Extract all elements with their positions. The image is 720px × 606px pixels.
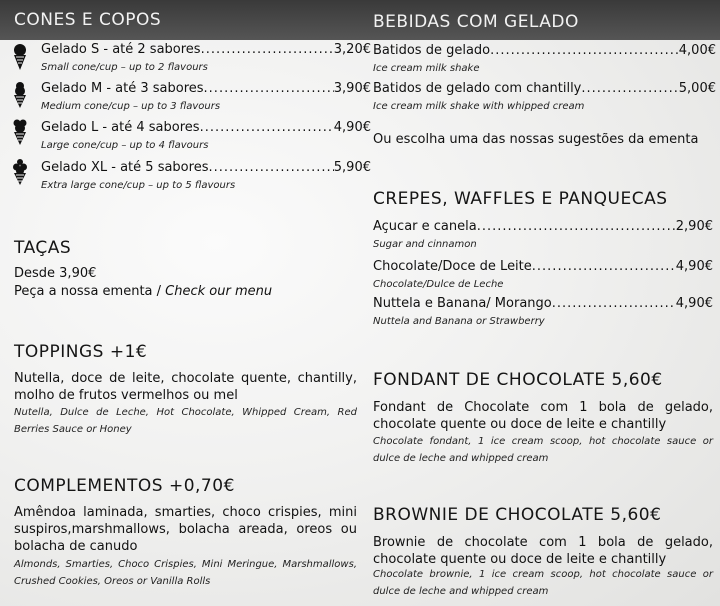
menu-item-batidos [373, 43, 716, 58]
bebidas-title: BEBIDAS COM GELADO [373, 12, 579, 32]
menu-item-gelado-l [41, 120, 371, 135]
item-price: 4,00€ [678, 43, 716, 58]
leader-dots [552, 296, 676, 311]
menu-item-chocolate-doce [373, 259, 713, 274]
brownie-title: BROWNIE DE CHOCOLATE 5,60€ [373, 505, 662, 525]
item-subtitle: Medium cone/cup – up to 3 flavours [41, 101, 221, 112]
tacas-title: TAÇAS [14, 238, 72, 258]
complementos-text: Amêndoa laminada, smarties, choco crispies, mini suspiros,marshmallows, bolacha areada, oreos ou bolacha de canudo [14, 505, 357, 554]
brownie-text-en: Chocolate brownie, 1 ice cream scoop, hot chocolate sauce or dulce de leche and whipped cream [373, 569, 713, 597]
item-name: Açucar e canela [373, 219, 477, 234]
menu-item-nutella-banana [373, 296, 713, 311]
leader-dots [477, 219, 676, 234]
item-price: 3,20€ [333, 42, 371, 57]
item-name: Chocolate/Doce de Leite [373, 259, 532, 274]
toppings-text: Nutella, doce de leite, chocolate quente, chantilly, molho de frutos vermelhos ou mel [14, 371, 357, 403]
item-name: Gelado XL - até 5 sabores [41, 160, 209, 175]
item-price: 5,00€ [678, 81, 716, 96]
tacas-note-pt: Peça a nossa ementa / [14, 284, 166, 299]
item-price: 4,90€ [675, 296, 713, 311]
leader-dots [532, 259, 676, 274]
item-subtitle: Sugar and cinnamon [373, 239, 477, 250]
menu-item-gelado-xl [41, 160, 371, 175]
leader-dots [201, 42, 334, 57]
fondant-text: Fondant de Chocolate com 1 bola de gelado, chocolate quente ou doce de leite e chantilly [373, 400, 713, 432]
menu-item-acucar-canela [373, 219, 713, 234]
item-name: Gelado M - até 3 sabores [41, 81, 204, 96]
item-name: Gelado L - até 4 sabores [41, 120, 200, 135]
ice-cream-cone-icon [12, 82, 28, 108]
ice-cream-cone-icon [12, 119, 28, 145]
leader-dots [208, 160, 333, 175]
item-name: Gelado S - até 2 sabores [41, 42, 201, 57]
tacas-note [14, 284, 272, 299]
ice-cream-cone-icon [12, 159, 28, 185]
item-subtitle: Large cone/cup – up to 4 flavours [41, 140, 209, 151]
leader-dots [200, 120, 334, 135]
tacas-note-en: Check our menu [165, 284, 273, 299]
item-subtitle: Chocolate/Dulce de Leche [373, 279, 504, 290]
toppings-title: TOPPINGS +1€ [14, 342, 148, 362]
cones-title: CONES E COPOS [14, 10, 162, 30]
complementos-text-en: Almonds, Smarties, Choco Crispies, Mini Meringue, Marshmallows, Crushed Cookies, Oreos or Vanilla Rolls [14, 559, 357, 587]
menu-item-gelado-s [41, 42, 371, 57]
item-name: Batidos de gelado com chantilly [373, 81, 582, 96]
menu-item-batidos-chantilly [373, 81, 716, 96]
item-subtitle: Extra large cone/cup – up to 5 flavours [41, 180, 236, 191]
toppings-text-en: Nutella, Dulce de Leche, Hot Chocolate, Whipped Cream, Red Berries Sauce or Honey [14, 407, 357, 435]
item-subtitle: Ice cream milk shake [373, 63, 480, 74]
fondant-title: FONDANT DE CHOCOLATE 5,60€ [373, 370, 663, 390]
complementos-title: COMPLEMENTOS +0,70€ [14, 476, 235, 496]
item-price: 4,90€ [333, 120, 371, 135]
item-price: 3,90€ [333, 81, 371, 96]
bebidas-note: Ou escolha uma das nossas sugestões da ementa [373, 132, 699, 147]
item-subtitle: Ice cream milk shake with whipped cream [373, 101, 585, 112]
brownie-text: Brownie de chocolate com 1 bola de gelado, chocolate quente ou doce de leite e chantilly [373, 535, 713, 567]
item-price: 2,90€ [675, 219, 713, 234]
tacas-price: Desde 3,90€ [14, 266, 97, 281]
leader-dots [204, 81, 334, 96]
fondant-text-en: Chocolate fondant, 1 ice cream scoop, hot chocolate sauce or dulce de leche and whipped cream [373, 436, 713, 464]
item-subtitle: Small cone/cup – up to 2 flavours [41, 62, 208, 73]
crepes-title: CREPES, WAFFLES E PANQUECAS [373, 189, 668, 209]
menu-item-gelado-m [41, 81, 371, 96]
item-subtitle: Nuttela and Banana or Strawberry [373, 316, 545, 327]
leader-dots [581, 81, 678, 96]
item-price: 4,90€ [675, 259, 713, 274]
item-name: Nuttela e Banana/ Morango [373, 296, 552, 311]
item-price: 5,90€ [333, 160, 371, 175]
ice-cream-cone-icon [12, 44, 28, 70]
item-name: Batidos de gelado [373, 43, 491, 58]
leader-dots [490, 43, 679, 58]
